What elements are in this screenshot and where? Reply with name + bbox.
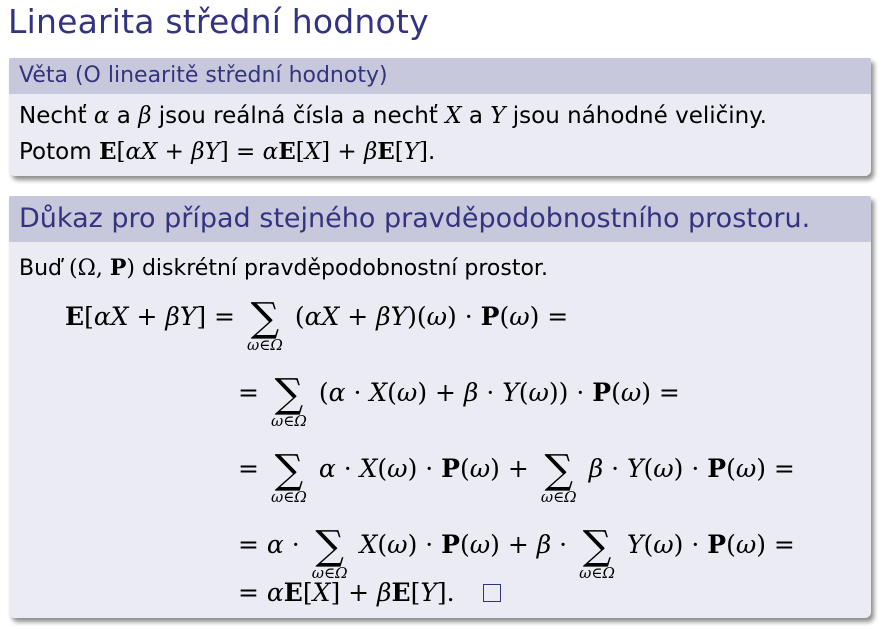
equation-line-2: = ∑ ω∈Ω (α · X(ω) + β · Y(ω)) · P(ω) =	[238, 371, 680, 430]
proof-block	[9, 196, 871, 618]
theorem-line-1: Nechť α a β jsou reálná čísla a nechť X a Y jsou náhodné veličiny.	[19, 103, 767, 129]
equation-line-5: = αE[X] + βE[Y].	[238, 578, 501, 607]
slide-title: Linearita střední hodnoty	[8, 2, 429, 41]
equation-line-1: E[αX + βY] = ∑ ω∈Ω (αX + βY)(ω) · P(ω) =	[65, 295, 569, 354]
theorem-body	[9, 94, 871, 176]
theorem-line-2: Potom E[αX + βY] = αE[X] + βE[Y].	[19, 138, 436, 165]
theorem-header: Věta (O linearitě střední hodnoty)	[9, 58, 871, 94]
proof-body	[9, 242, 871, 618]
equation-line-4: = α · ∑ ω∈Ω X(ω) · P(ω) + β · ∑ ω∈Ω Y(ω) · P(ω) =	[238, 523, 795, 582]
qed-square-icon	[483, 584, 501, 602]
equation-line-3: = ∑ ω∈Ω α · X(ω) · P(ω) + ∑ ω∈Ω β · Y(ω) · P(ω) =	[238, 447, 795, 506]
proof-intro: Buď (Ω, P) diskrétní pravděpodobnostní prostor.	[19, 255, 548, 281]
theorem-block	[9, 58, 871, 176]
proof-header: Důkaz pro případ stejného pravděpodobnostního prostoru.	[9, 196, 871, 242]
